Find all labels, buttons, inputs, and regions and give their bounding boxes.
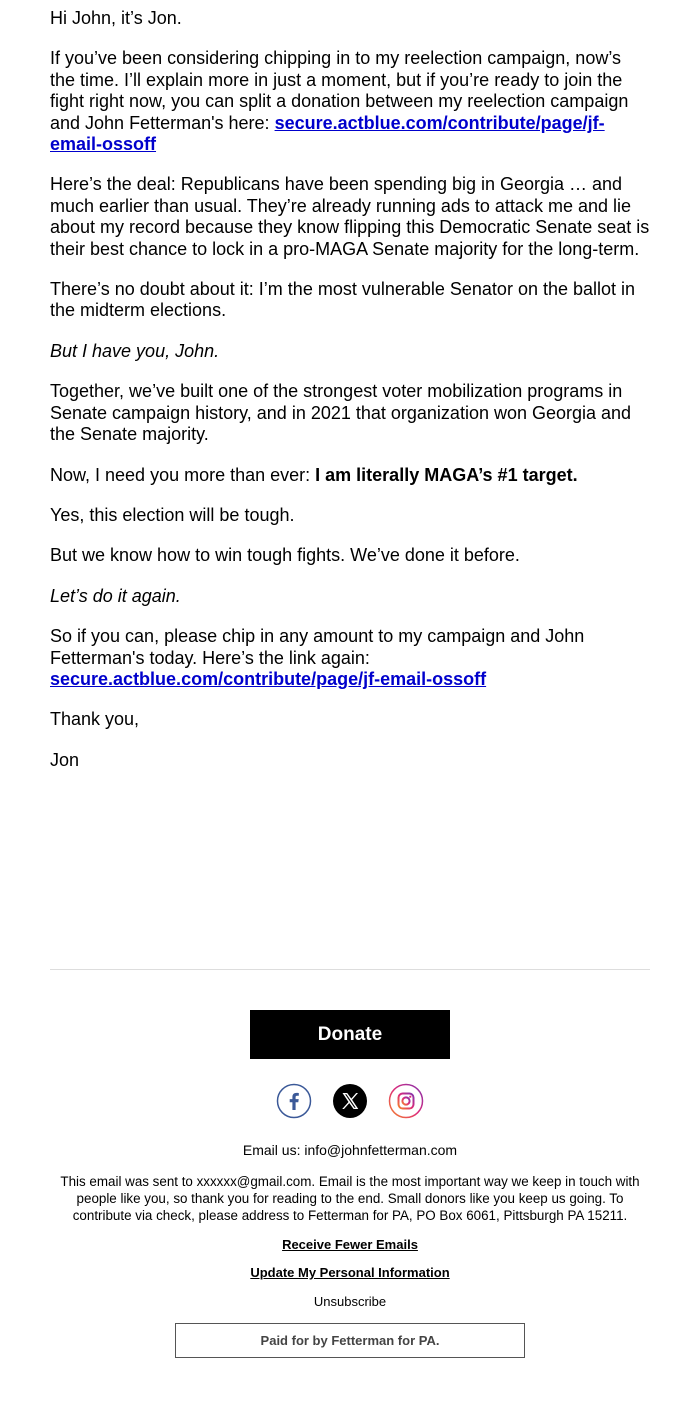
contact-email: Email us: info@johnfetterman.com: [242, 1142, 458, 1158]
paragraph-chip-in: [50, 626, 650, 690]
paragraph-have-you: [50, 341, 650, 362]
donate-button[interactable]: Donate: [250, 1010, 450, 1059]
social-links: [50, 1083, 650, 1119]
target-bold: I am literally MAGA’s #1 target.: [315, 464, 578, 485]
paragraph-win: But we know how to win tough fights. We’ve done it before.: [50, 545, 520, 566]
x-icon[interactable]: [332, 1083, 368, 1119]
instagram-icon[interactable]: [388, 1083, 424, 1119]
paragraph-vulnerable: There’s no doubt about it: I’m the most vulnerable Senator on the ballot in the midterm elections.: [50, 279, 636, 321]
donation-link-1[interactable]: secure.actblue.com/contribute/page/jf-email-ossoff: [50, 112, 605, 155]
unsubscribe-link[interactable]: Unsubscribe: [313, 1294, 387, 1309]
closing: Thank you,: [50, 709, 140, 730]
paragraph-intro-text: If you’ve been considering chipping in to my reelection campaign, now’s the time. I’ll explain more in just a moment, but if you’re ready to join the fight right now, you can split a donation between my reelection campaign and John Fetterman's here:: [50, 48, 629, 133]
email-body: [50, 0, 650, 790]
paragraph-together: Together, we’ve built one of the strongest voter mobilization programs in Senate campaign history, and in 2021 that organization won Georgia and the Senate majority.: [50, 381, 632, 445]
need-you-text: Now, I need you more than ever:: [50, 464, 316, 485]
disclaimer: This email was sent to xxxxxx@gmail.com. Email is the most important way we keep in touch with people like you, so thank you for reading to the end. Small donors like you keep us going. To contribute via check, please address to Fetterman for PA, PO Box 6061, Pittsburgh PA 15211.: [60, 1174, 640, 1223]
paragraph-deal: Here’s the deal: Republicans have been spending big in Georgia … and much earlier than usual. They’re already running ads to attack me and lie about my record because they know flipping this Democratic Senate seat is their best chance to lock in a pro-MAGA Senate majority for the long-term.: [50, 174, 650, 259]
donation-link-2[interactable]: secure.actblue.com/contribute/page/jf-email-ossoff: [50, 668, 487, 689]
signature: Jon: [50, 749, 80, 770]
chip-in-text: So if you can, please chip in any amount to my campaign and John Fetterman's today. Here’s the link again:: [50, 626, 585, 668]
paid-for-disclaimer: Paid for by Fetterman for PA.: [175, 1323, 525, 1358]
paragraph-need-you: [50, 465, 650, 486]
paragraph-again: [50, 586, 650, 607]
update-info-link[interactable]: Update My Personal Information: [250, 1265, 450, 1280]
paragraph-tough: Yes, this election will be tough.: [50, 504, 295, 525]
have-you-italic: But I have you, John.: [50, 340, 220, 361]
paragraph-intro: [50, 48, 650, 155]
footer: [50, 1010, 650, 1358]
footer-divider: [50, 969, 650, 970]
facebook-icon[interactable]: [276, 1083, 312, 1119]
greeting: Hi John, it’s Jon.: [50, 8, 182, 28]
again-italic: Let’s do it again.: [50, 585, 181, 606]
receive-fewer-emails-link[interactable]: Receive Fewer Emails: [282, 1237, 418, 1252]
